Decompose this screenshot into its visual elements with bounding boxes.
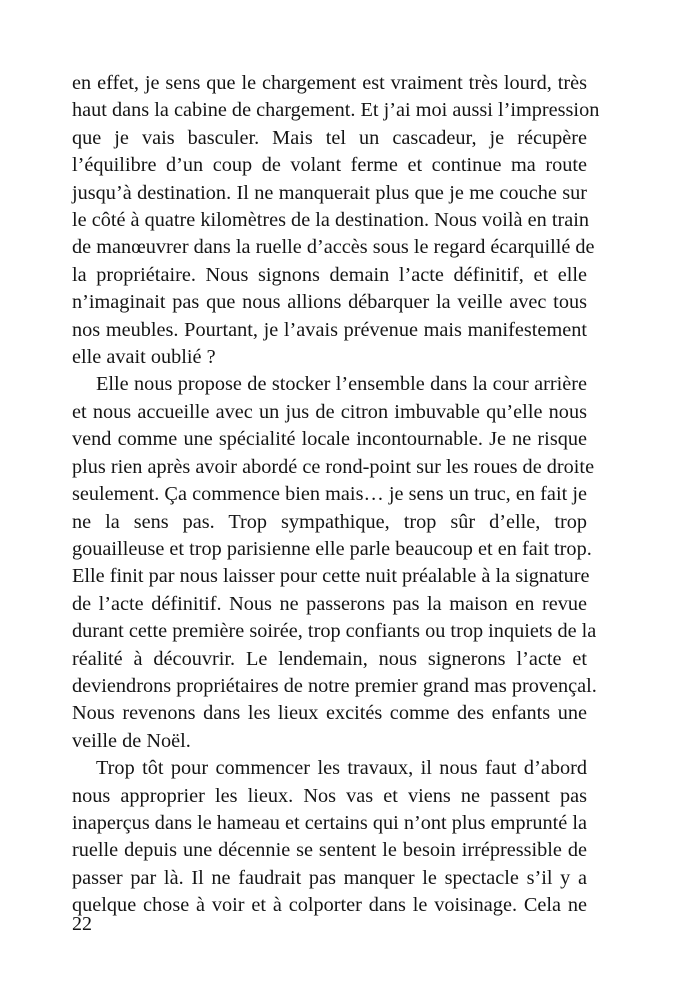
text-line: n’imaginait pas que nous allions débarquer la veille avec tous — [72, 291, 587, 314]
text-line: gouailleuse et trop parisienne elle parle beaucoup et en fait trop. — [72, 537, 592, 560]
text-line: passer par là. Il ne faudrait pas manquer le spectacle s’il y a — [72, 866, 587, 889]
text-line: vend comme une spécialité locale incontournable. Je ne risque — [72, 428, 587, 451]
text-line: nos meubles. Pourtant, je l’avais prévenue mais manifestement — [72, 318, 587, 341]
text-line: Nous revenons dans les lieux excités comme des enfants une — [72, 702, 587, 725]
text-line: seulement. Ça commence bien mais… je sens un truc, en fait je — [72, 483, 587, 506]
text-line: réalité à découvrir. Le lendemain, nous signerons l’acte et — [72, 647, 587, 670]
text-line: deviendrons propriétaires de notre premier grand mas provençal. — [72, 674, 597, 697]
text-line: ne la sens pas. Trop sympathique, trop sûr d’elle, trop — [72, 510, 587, 533]
text-line: durant cette première soirée, trop confiants ou trop inquiets de la — [72, 620, 597, 643]
text-line: et nous accueille avec un jus de citron imbuvable qu’elle nous — [72, 400, 587, 423]
text-line: Elle finit par nous laisser pour cette nuit préalable à la signature — [72, 565, 590, 588]
text-line: nous approprier les lieux. Nos vas et viens ne passent pas — [72, 784, 587, 807]
paragraph — [72, 371, 597, 755]
text-line: Trop tôt pour commencer les travaux, il nous faut d’abord — [96, 757, 587, 780]
text-line: le côté à quatre kilomètres de la destination. Nous voilà en train — [72, 209, 590, 232]
text-line: veille de Noël. — [72, 729, 191, 752]
text-line: en effet, je sens que le chargement est vraiment très lourd, très — [72, 72, 587, 94]
text-line: jusqu’à destination. Il ne manquerait plus que je me couche sur — [72, 181, 587, 204]
text-line: de l’acte définitif. Nous ne passerons pas la maison en revue — [72, 592, 587, 615]
text-line: de manœuvrer dans la ruelle d’accès sous le regard écarquillé de — [72, 236, 595, 259]
text-line: quelque chose à voir et à colporter dans le voisinage. Cela ne — [72, 894, 587, 917]
paragraph — [72, 755, 587, 919]
text-line: la propriétaire. Nous signons demain l’acte définitif, et elle — [72, 263, 587, 286]
text-line: Elle nous propose de stocker l’ensemble dans la cour arrière — [96, 373, 587, 396]
body-text — [72, 70, 600, 920]
text-line: l’équilibre d’un coup de volant ferme et continue ma route — [72, 154, 587, 177]
text-line: plus rien après avoir abordé ce rond-point sur les roues de droite — [72, 455, 595, 478]
text-line: haut dans la cabine de chargement. Et j’ai moi aussi l’impression — [72, 99, 600, 122]
page-number: 22 — [72, 913, 92, 935]
text-line: ruelle depuis une décennie se sentent le besoin irrépressible de — [72, 839, 587, 862]
text-line: elle avait oublié ? — [72, 346, 216, 369]
text-line: inaperçus dans le hameau et certains qui n’ont plus emprunté la — [72, 811, 587, 834]
text-line: que je vais basculer. Mais tel un cascadeur, je récupère — [72, 126, 587, 149]
paragraph — [72, 70, 600, 371]
